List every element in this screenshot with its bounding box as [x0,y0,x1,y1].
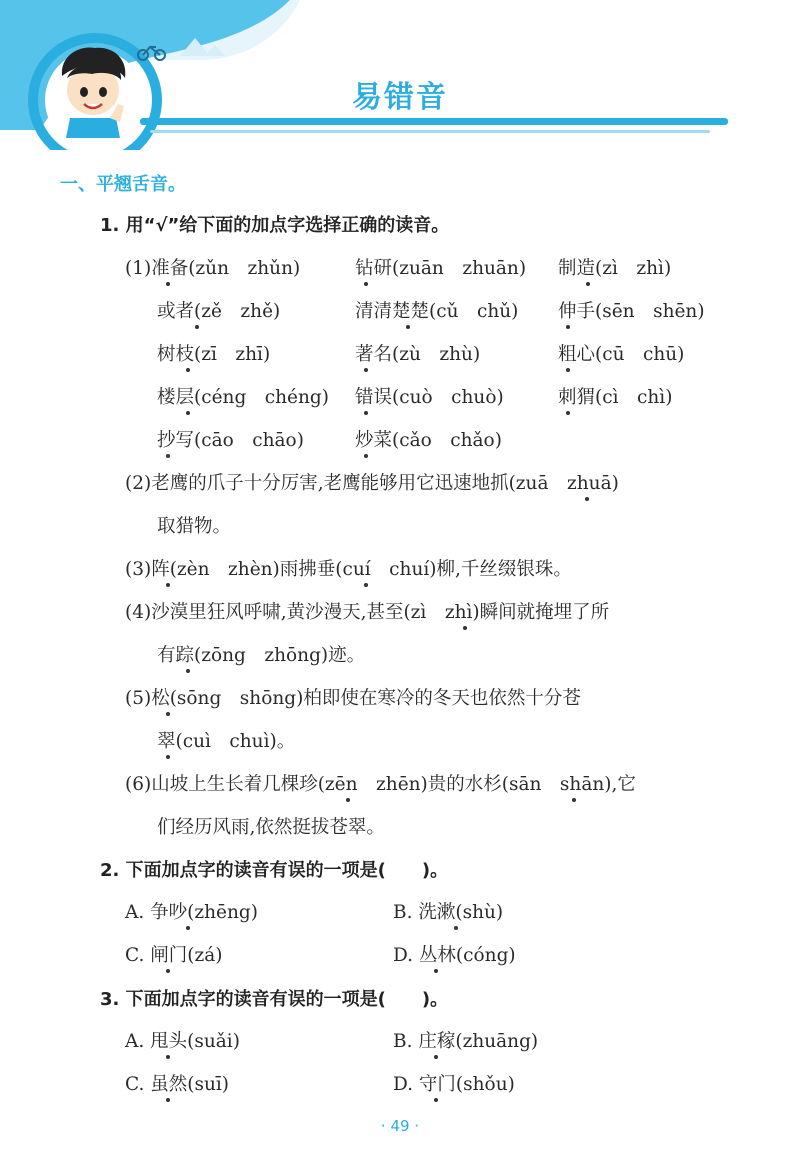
emphasis-dot [454,926,458,930]
emphasis-dot [166,1098,170,1102]
emphasis-dot [166,969,170,973]
q1-row3-item2: 著名(zù zhù) [355,344,481,365]
emphasis-dot [406,325,410,329]
q2-option-d: D. 丛林(cóng) [393,945,516,966]
q1-part4-line2: 有踪(zōng zhōng)迹。 [157,645,366,666]
section-heading: 一、平翘舌音。 [60,174,186,195]
emphasis-dot [566,325,570,329]
q1-row1-item3: 制造(zì zhì) [558,258,672,279]
boy-avatar-icon [62,47,126,138]
emphasis-dot [434,1055,438,1059]
q3-option-d: D. 守门(shǒu) [393,1074,515,1095]
emphasis-dot [166,1055,170,1059]
q1-row5-item2: 炒菜(cǎo chǎo) [355,430,502,451]
emphasis-dot [364,583,368,587]
emphasis-dot [364,368,368,372]
q3-option-a: A. 甩头(suǎi) [125,1031,240,1052]
emphasis-dot [566,411,570,415]
q1-row3-item3: 粗心(cū chū) [558,344,685,365]
emphasis-dot [364,454,368,458]
page-number: · 49 · [380,1117,420,1135]
q1-part6-line1: (6)山坡上生长着几棵珍(zēn zhēn)贵的水杉(sān shān),它 [125,774,636,795]
q1-row1-item2: 钻研(zuān zhuān) [355,258,527,279]
emphasis-dot [346,798,350,802]
emphasis-dot [566,368,570,372]
q1-part5-line1: (5)松(sōng shōng)柏即使在寒冷的冬天也依然十分苍 [125,688,581,709]
question-1-prompt: 1. 用“√”给下面的加点字选择正确的读音。 [100,215,450,236]
emphasis-dot [166,282,170,286]
q1-part2-line2: 取猎物。 [157,516,232,537]
emphasis-dot [434,1098,438,1102]
emphasis-dot [364,282,368,286]
emphasis-dot [186,926,190,930]
emphasis-dot [586,282,590,286]
q3-option-c: C. 虽然(suī) [125,1074,230,1095]
emphasis-dot [166,583,170,587]
q1-row3-item1: 树枝(zī zhī) [157,344,271,365]
q1-part4-line1: (4)沙漠里狂风呼啸,黄沙漫天,甚至(zì zhì)瞬间就掩埋了所 [125,602,610,623]
q1-part3-line1: (3)阵(zèn zhèn)雨拂垂(cuí chuí)柳,千丝缀银珠。 [125,559,572,580]
emphasis-dot [186,411,190,415]
q1-row1-item1: (1)准备(zǔn zhǔn) [125,258,301,279]
q1-part6-line2: 们经历风雨,依然挺拔苍翠。 [157,817,385,838]
emphasis-dot [195,325,199,329]
emphasis-dot [434,969,438,973]
q1-row2-item1: 或者(zě zhě) [157,301,281,322]
emphasis-dot [463,626,467,630]
q1-row2-item2: 清清楚楚(cǔ chǔ) [355,301,519,322]
question-3-prompt: 3. 下面加点字的读音有误的一项是( )。 [100,989,449,1010]
question-2-prompt: 2. 下面加点字的读音有误的一项是( )。 [100,860,449,881]
q2-option-a: A. 争吵(zhēng) [125,902,258,923]
emphasis-dot [166,454,170,458]
q1-row5-item1: 抄写(cāo chāo) [157,430,304,451]
q1-row4-item1: 楼层(céng chéng) [157,387,329,408]
emphasis-dot [364,411,368,415]
q1-part5-line2: 翠(cuì chuì)。 [157,731,296,752]
emphasis-dot [585,497,589,501]
q2-option-c: C. 闸门(zá) [125,945,223,966]
page-title: 易错音 [352,80,448,115]
q3-option-b: B. 庄稼(zhuāng) [393,1031,539,1052]
q1-part2-line1: (2)老鹰的爪子十分厉害,老鹰能够用它迅速地抓(zuā zhuā) [125,473,619,494]
q1-row2-item3: 伸手(sēn shēn) [558,301,705,322]
emphasis-dot [186,669,190,673]
emphasis-dot [166,755,170,759]
q1-row4-item3: 刺猬(cì chì) [558,387,673,408]
emphasis-dot [572,798,576,802]
q2-option-b: B. 洗漱(shù) [393,902,504,923]
emphasis-dot [186,368,190,372]
emphasis-dot [166,712,170,716]
q1-row4-item2: 错误(cuò chuò) [355,387,504,408]
